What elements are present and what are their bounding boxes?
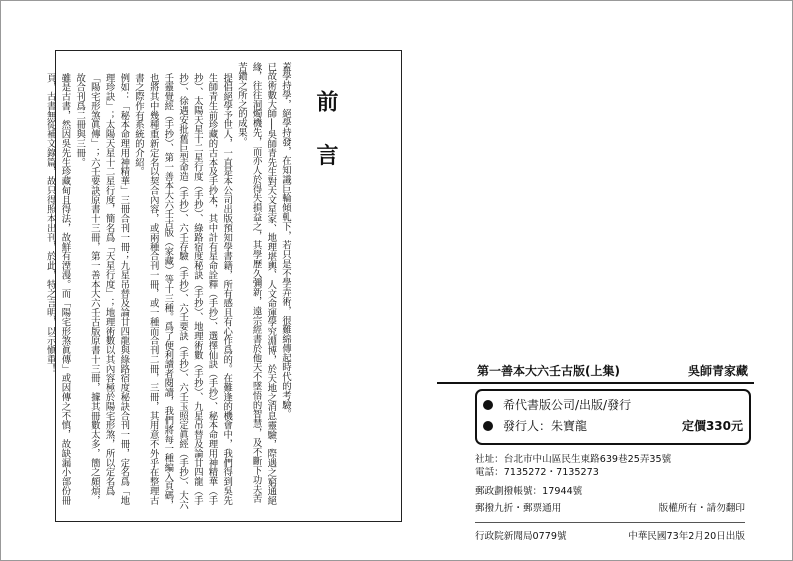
postal-account: 郵政劃撥帳號：17944號: [475, 486, 583, 497]
postal-discount: 郵撥九折・郵票通用: [475, 503, 562, 514]
issuer-name: 發行人：朱寶龍: [503, 419, 588, 433]
address-line: 社址：台北市中山區民生東路639巷25弄35號: [475, 454, 672, 465]
preface-paragraph-2: 已故術數大師──吳師青先生對天文星家、地理堪輿、人文命運學究淵博，於天地之消息靈驗，際遇之窮通絕緣，往往洞燭機先，而亦人於得失損益之，其學歷久彌新，遠宗經書於他天不墜悟的智慧，及不斷下功夫苦苦鑽之所之的成果。: [235, 62, 277, 506]
collection-name: 吳師青家藏: [687, 364, 748, 378]
bullet-icon: [483, 400, 493, 410]
page-title: 前 言: [313, 90, 339, 178]
publisher-box: [475, 389, 751, 445]
preface-body: [44, 62, 292, 512]
colophon: [437, 362, 754, 542]
issuer-row: [483, 417, 743, 434]
rights-notice: 版權所有・請勿翻印: [658, 503, 745, 514]
publisher-details: [475, 453, 745, 515]
preface-paragraph-4: 例如：「秘本命理用神精華」三冊合刊一冊；九星吊替及論廿四龍與綠路宿度秘訣合刊一冊，定名爲「地理珍訣」；太陽天星十二星行度，簡名爲「天星行度」；地理術數以其內容極於陽宅形煞，所以定名爲「陽宅形煞眞傳」；六壬要訣原書十三冊，第一善本大六壬古版原書十三冊，據其冊數太多，簡之頗煩，故合刊爲二冊與三冊。: [74, 73, 130, 506]
license-footer: [475, 522, 745, 542]
preface-paragraph-5: 雖是古書，然因吳先生珍藏甸且得法，故鮮有湮漫。而「陽宅形煞眞傳」或因傳之不慎，故缺漏小部份冊頁，古書無從補文錄篇，故只得照本出刊，於此，特之言明，以示愼重！: [44, 73, 71, 506]
preface-paragraph-3: 提倡絕學予世人，一直是本公司出版預知學書籍，所有感且有心作爲的。在難逢的機會中，我們得到吳先生師青生前珍藏的古本及手抄本，其中計有星命詮釋（手抄）、選擇仙訣（手抄）、秘本命理用神精華（手抄）、太陽天星十二星行度（手抄）、綠路宿度秘訣（手抄）、地理術數（手抄）、九星吊替及論廿四龍（手抄）、徐遇安批舊巨型命造（手抄）、六壬存驗（手抄）、六壬要訣（手抄）、六壬玉照定眞經（手抄）、大六壬靈覺經（手抄）、第一善本大六壬古版（家藏）等十三種。爲了便利讀者閱讀，我們將每一種編入頁碼，也將其中幾種重新定名以契合內容，或兩種合刊一冊，或一種而合刊二冊，三冊，其用意不外乎在整理古書之際作有系統的介紹。: [132, 73, 233, 510]
publisher-row: [483, 396, 743, 413]
colophon-header: [437, 362, 754, 384]
phone-line: 電話：7135272・7135273: [475, 467, 599, 478]
license-number: 行政院新聞局0779號: [475, 531, 567, 542]
publisher-name: 希代書版公司/出版/發行: [503, 398, 632, 412]
postal-rights-row: [475, 502, 745, 515]
book-title: 第一善本大六壬古版(上集): [477, 364, 620, 378]
bullet-icon: [483, 421, 493, 431]
price-label: 定價330元: [681, 419, 743, 433]
publication-date: 中華民國73年2月20日出版: [628, 531, 745, 542]
preface-paragraph-1: 蓋學持學，絕學持發，在知識巨輪傾軋下，若只是不學弄術，很難綿傳起時代的考驗。: [280, 62, 291, 419]
